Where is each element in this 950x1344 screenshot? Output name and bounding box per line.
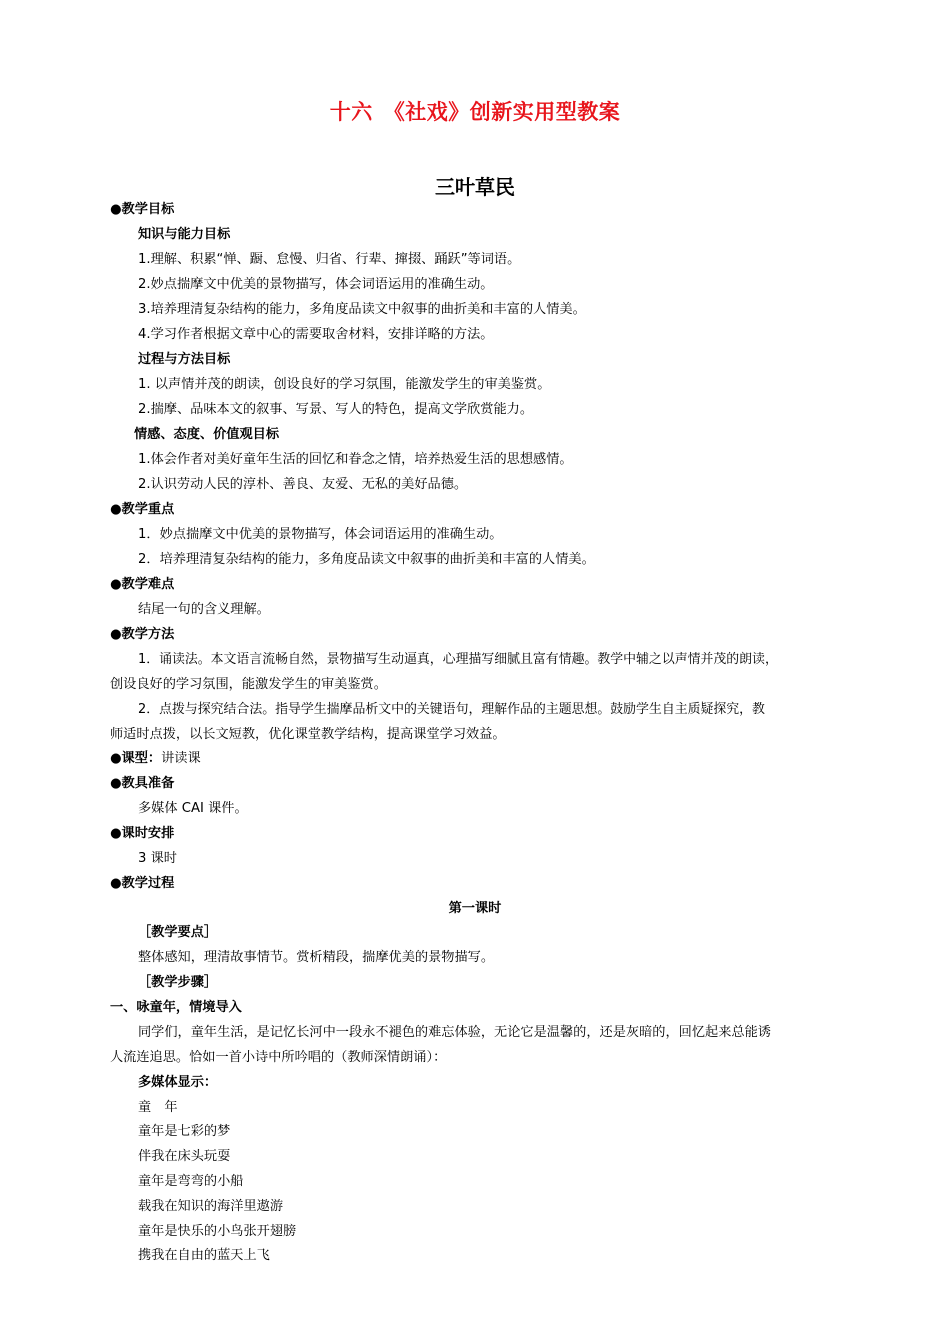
section-heading-methods: ●教学方法 bbox=[110, 627, 175, 642]
schedule-text: 3 课时 bbox=[138, 851, 177, 866]
section-heading-difficulty: ●教学难点 bbox=[110, 577, 175, 592]
list-item: 2.揣摩、品味本文的叙事、写景、写人的特色，提高文学欣赏能力。 bbox=[138, 402, 534, 417]
steps-heading: ［教学步骤］ bbox=[138, 975, 218, 990]
subheading-process: 过程与方法目标 bbox=[138, 352, 231, 367]
key-text: 整体感知，理清故事情节。赏析精段，揣摩优美的景物描写。 bbox=[138, 950, 495, 965]
section-heading-key-points: ●教学重点 bbox=[110, 502, 175, 517]
step-1-heading: 一、咏童年，情境导入 bbox=[110, 1000, 242, 1015]
section-heading-goals: ●教学目标 bbox=[110, 202, 175, 217]
list-item: 1.理解、积累“惮、蹰、怠慢、归省、行辈、撺掇、踊跃”等词语。 bbox=[138, 252, 521, 267]
section-heading-tools: ●教具准备 bbox=[110, 776, 175, 791]
paragraph-line: 1．诵读法。本文语言流畅自然，景物描写生动逼真，心理描写细腻且富有情趣。教学中辅之以声情并茂的朗读， bbox=[138, 652, 778, 667]
lesson-type-value: 讲读课 bbox=[161, 751, 201, 766]
difficulty-text: 结尾一句的含义理解。 bbox=[138, 602, 270, 617]
paragraph-line: 师适时点拨，以长文短教，优化课堂教学结构，提高课堂学习效益。 bbox=[110, 727, 506, 742]
paragraph-line: 人流连追思。恰如一首小诗中所吟唱的（教师深情朗诵）： bbox=[110, 1050, 447, 1065]
key-heading: ［教学要点］ bbox=[138, 925, 218, 940]
document-title: 十六 《社戏》创新实用型教案 bbox=[329, 100, 621, 124]
list-item: 1．妙点揣摩文中优美的景物描写，体会词语运用的准确生动。 bbox=[138, 527, 503, 542]
author-name: 三叶草民 bbox=[435, 175, 515, 199]
poem-line: 伴我在床头玩耍 bbox=[138, 1149, 231, 1164]
poem-line: 童年是七彩的梦 bbox=[138, 1124, 231, 1139]
section-heading-schedule: ●课时安排 bbox=[110, 826, 175, 841]
paragraph-line: 创设良好的学习氛围，能激发学生的审美鉴赏。 bbox=[110, 677, 387, 692]
lesson-1-heading: 第一课时 bbox=[448, 901, 502, 916]
poem-line: 童年是快乐的小鸟张开翅膀 bbox=[138, 1224, 297, 1239]
section-heading-procedure: ●教学过程 bbox=[110, 876, 175, 891]
list-item: 3.培养理清复杂结构的能力，多角度品读文中叙事的曲折美和丰富的人情美。 bbox=[138, 302, 586, 317]
list-item: 1.体会作者对美好童年生活的回忆和眷念之情，培养热爱生活的思想感情。 bbox=[138, 452, 573, 467]
poem-line: 携我在自由的蓝天上飞 bbox=[138, 1248, 270, 1263]
poem-line: 童年是弯弯的小船 bbox=[138, 1174, 244, 1189]
list-item: 2．培养理清复杂结构的能力，多角度品读文中叙事的曲折美和丰富的人情美。 bbox=[138, 552, 595, 567]
list-item: 1. 以声情并茂的朗读，创设良好的学习氛围，能激发学生的审美鉴赏。 bbox=[138, 377, 551, 392]
subheading-knowledge: 知识与能力目标 bbox=[138, 227, 231, 242]
list-item: 2.认识劳动人民的淳朴、善良、友爱、无私的美好品德。 bbox=[138, 477, 468, 492]
lesson-type-label: ●课型： bbox=[110, 751, 162, 766]
list-item: 2.妙点揣摩文中优美的景物描写，体会词语运用的准确生动。 bbox=[138, 277, 494, 292]
tools-text: 多媒体 CAI 课件。 bbox=[138, 801, 248, 816]
paragraph-line: 同学们，童年生活，是记忆长河中一段永不褪色的难忘体验，无论它是温馨的，还是灰暗的，回忆起来总能诱 bbox=[138, 1025, 771, 1040]
paragraph-line: 2．点拨与探究结合法。指导学生揣摩品析文中的关键语句，理解作品的主题思想。鼓励学生自主质疑探究，教 bbox=[138, 702, 765, 717]
poem-line: 童 年 bbox=[138, 1100, 178, 1115]
media-heading: 多媒体显示： bbox=[138, 1075, 218, 1090]
list-item: 4.学习作者根据文章中心的需要取舍材料，安排详略的方法。 bbox=[138, 327, 494, 342]
subheading-emotion: 情感、态度、价值观目标 bbox=[134, 427, 280, 442]
poem-line: 载我在知识的海洋里遨游 bbox=[138, 1199, 284, 1214]
lesson-type-line bbox=[110, 751, 201, 767]
